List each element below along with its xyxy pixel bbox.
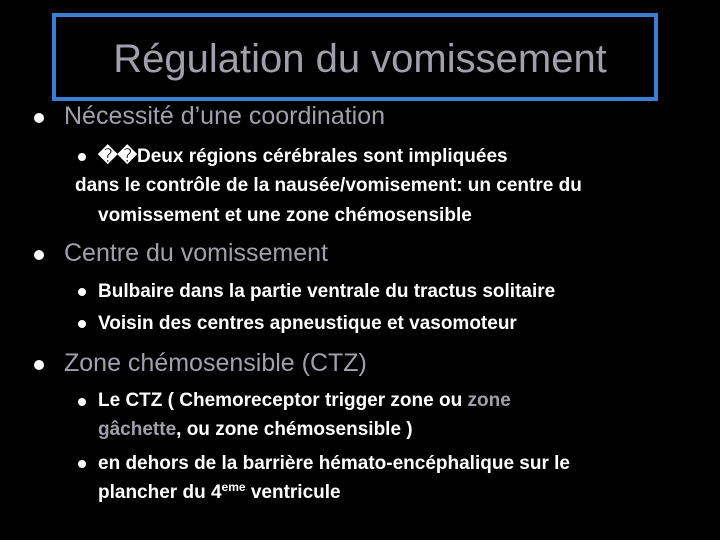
list-item-continuation: gâchette, ou zone chémosensible ) <box>98 419 413 440</box>
list-item: Bulbaire dans la partie ventrale du tractus solitaire <box>98 281 556 302</box>
list-item: en dehors de la barrière hémato-encéphalique sur le <box>98 453 570 474</box>
slide-title: Régulation du vomissement <box>113 37 607 81</box>
bullet-dot <box>78 320 86 328</box>
list-item: ��Deux régions cérébrales sont impliquées <box>98 146 508 167</box>
bullet-dot <box>34 360 44 370</box>
bullet-dot <box>78 288 86 296</box>
list-item: Voisin des centres apneustique et vasomoteur <box>98 313 517 334</box>
bullet-dot <box>78 153 86 161</box>
bullet-dot <box>34 250 44 260</box>
bullet-dot <box>78 460 86 468</box>
unknown-glyph: �� <box>98 146 137 167</box>
list-item-continuation: plancher du 4eme ventricule <box>98 480 341 503</box>
list-item: Le CTZ ( Chemoreceptor trigger zone ou zone <box>98 390 511 411</box>
section-heading-ctz: Zone chémosensible (CTZ) <box>64 349 367 377</box>
section-heading-centre: Centre du vomissement <box>64 239 329 267</box>
bullet-dot <box>78 398 86 406</box>
list-item-continuation: vomissement et une zone chémosensible <box>98 205 472 226</box>
list-item-continuation: dans le contrôle de la nausée/vomisement: un centre du <box>75 175 582 196</box>
section-heading-coordination: Nécessité d’une coordination <box>64 102 386 130</box>
bullet-dot <box>34 113 44 123</box>
